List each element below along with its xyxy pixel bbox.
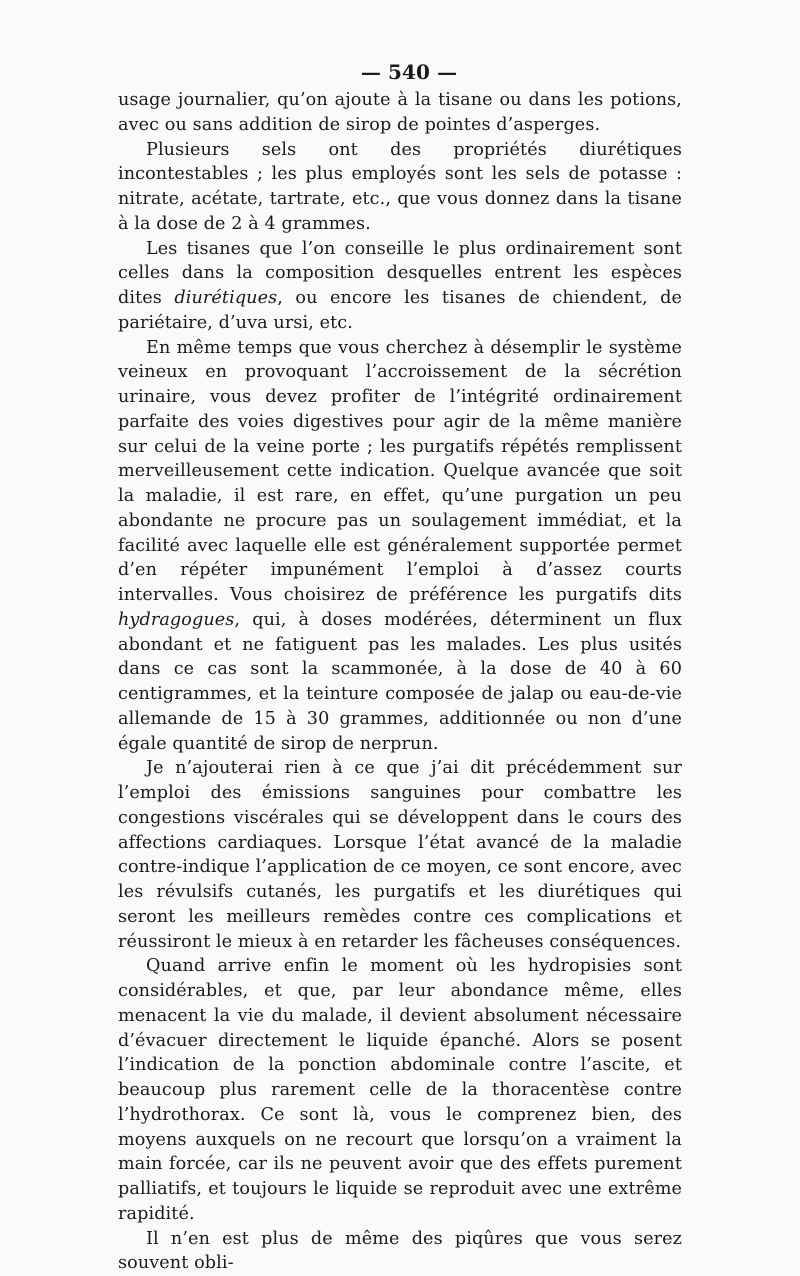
paragraph	[118, 138, 682, 237]
paragraph	[118, 88, 682, 138]
text-run: , ou encore les tisanes de chiendent, de pariétaire, d’uva ursi, etc.	[118, 288, 682, 333]
book-page	[118, 58, 682, 1276]
text-body	[118, 88, 682, 1276]
text-run: Les tisanes que l’on conseille le plus ordinairement sont celles dans la composition desquelles entrent les espèces dites	[118, 239, 682, 309]
text-run: En même temps que vous cherchez à désemplir le système veineux en provoquant l’accroissement de la sécrétion urinaire, vous devez profiter de l’intégrité ordinairement parfaite des voies digestives pour agir de la même manière sur celui de la veine porte ; les purgatifs répétés remplissent merveilleusement cette indication. Quelque avancée que soit la maladie, il est rare, en effet, qu’une purgation un peu abondante ne procure pas un soulagement immédiat, et la facilité avec laquelle elle est généralement supportée permet d’en répéter impunément l’emploi à d’assez courts intervalles. Vous choisirez de préférence les purgatifs dits	[118, 338, 682, 606]
text-run: usage journalier, qu’on ajoute à la tisane ou dans les potions, avec ou sans addition de sirop de pointes d’asperges.	[118, 90, 682, 135]
text-run: Il n’en est plus de même des piqûres que vous serez souvent obli-	[118, 1229, 682, 1274]
text-run: , qui, à doses modérées, déterminent un flux abondant et ne fatiguent pas les malades. Les plus usités dans ce cas sont la scammonée, à la dose de 40 à 60 centigrammes, et la teinture composée de jalap ou eau-de-vie allemande de 15 à 30 grammes, additionnée ou non d’une égale quantité de sirop de nerprun.	[118, 610, 682, 754]
paragraph	[118, 336, 682, 757]
italic-term: diurétiques	[174, 288, 277, 308]
text-run: Quand arrive enfin le moment où les hydropisies sont considérables, et que, par leur abondance même, elles menacent la vie du malade, il devient absolument nécessaire d’évacuer directement le liquide épanché. Alors se posent l’indication de la ponction abdominale contre l’ascite, et beaucoup plus rarement celle de la thoracentèse contre l’hydrothorax. Ce sont là, vous le comprenez bien, des moyens auxquels on ne recourt que lorsqu’on a vraiment la main forcée, car ils ne peuvent avoir que des effets purement palliatifs, et toujours le liquide se reproduit avec une extrême rapidité.	[118, 956, 682, 1224]
italic-term: hydragogues	[118, 610, 234, 630]
paragraph	[118, 237, 682, 336]
text-run: Plusieurs sels ont des propriétés diurétiques incontestables ; les plus employés sont les sels de potasse : nitrate, acétate, tartrate, etc., que vous donnez dans la tisane à la dose de 2 à 4 grammes.	[118, 140, 682, 234]
paragraph	[118, 756, 682, 954]
text-run: Je n’ajouterai rien à ce que j’ai dit précédemment sur l’emploi des émissions sanguines pour combattre les congestions viscérales qui se développent dans le cours des affections cardiaques. Lorsque l’état avancé de la maladie contre-indique l’application de ce moyen, ce sont encore, avec les révulsifs cutanés, les purgatifs et les diurétiques qui seront les meilleurs remèdes contre ces complications et réussiront le mieux à en retarder les fâcheuses conséquences.	[118, 758, 682, 951]
paragraph	[118, 954, 682, 1226]
page-number: — 540 —	[136, 58, 682, 86]
paragraph	[118, 1227, 682, 1276]
